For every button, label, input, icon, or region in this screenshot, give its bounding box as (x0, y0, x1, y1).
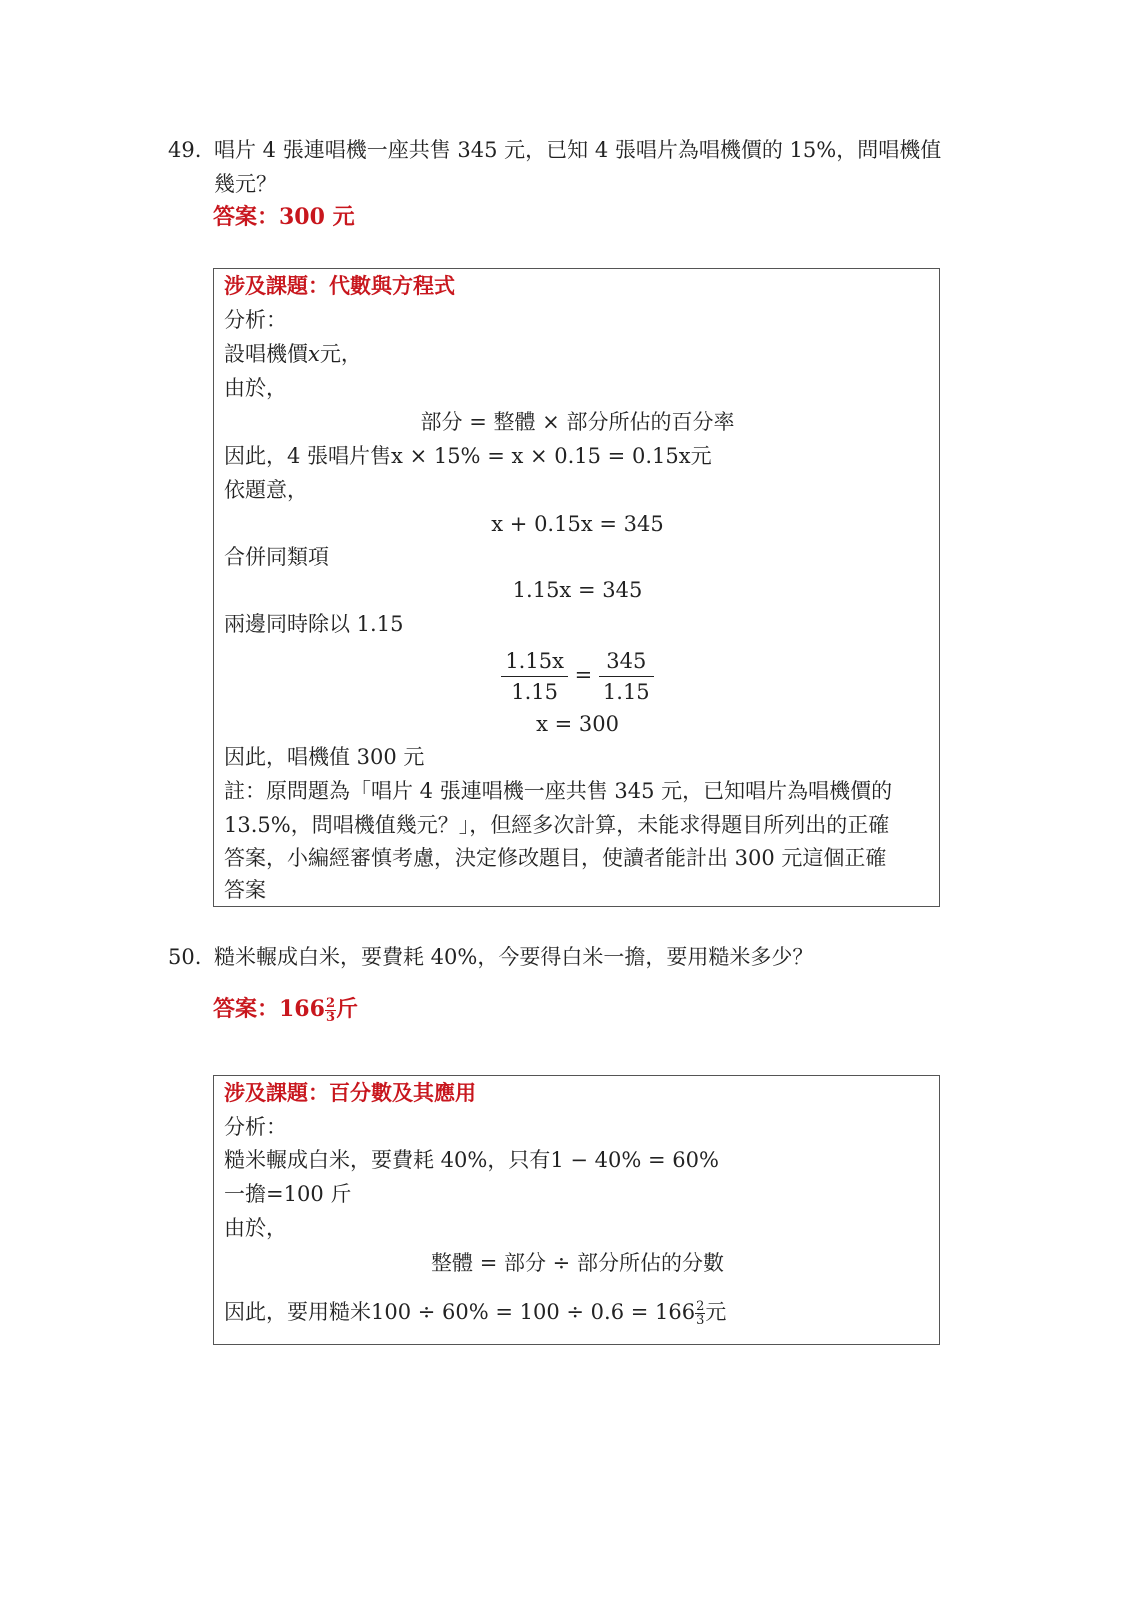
question-text: 唱片 4 張連唱機一座共售 345 元，已知 4 張唱片為唱機價的 15%，問唱機值幾元？ (214, 138, 942, 196)
question-50 (168, 940, 968, 974)
dan-definition: 一擔=100 斤 (224, 1182, 352, 1206)
question-49 (168, 133, 968, 203)
note-line-4: 答案 (224, 878, 266, 902)
answer-49: 答案：300 元 (213, 204, 355, 230)
result-statement: 因此，唱機值 300 元 (224, 745, 425, 769)
combine-label: 合併同類項 (224, 545, 329, 569)
analysis-label: 分析： (224, 308, 287, 332)
equation-2: 1.15x = 345 (512, 578, 643, 602)
question-number: 50. (168, 945, 202, 969)
fraction-right: $\frac{345}{1.15}$ (599, 646, 654, 707)
fraction-equation: $\frac{1.15x}{1.15}$ = $\frac{345}{1.15}$ (214, 643, 941, 707)
since-label: 由於， (224, 376, 287, 400)
according-label: 依題意， (224, 478, 308, 502)
since-label: 由於， (224, 1216, 287, 1240)
fraction-left: $\frac{1.15x}{1.15}$ (501, 646, 568, 707)
solution-box-50 (213, 1075, 940, 1345)
note-line-3: 答案，小編經審慎考慮，決定修改題目，使讀者能計出 300 元這個正確 (224, 846, 887, 870)
note-line-1: 註：原問題為「唱片 4 張連唱機一座共售 345 元，已知唱片為唱機價的 (224, 779, 893, 803)
question-text: 糙米輾成白米，要費耗 40%，今要得白米一擔，要用糙米多少？ (214, 945, 814, 969)
divide-label: 兩邊同時除以 1.15 (224, 612, 404, 636)
equation-result: x = 300 (536, 712, 619, 736)
answer-50: 答案：166 $\frac{2}{3}$ 斤 (213, 995, 358, 1025)
formula-equation: 部分 = 整體 × 部分所佔的百分率 (420, 410, 735, 434)
solution-box-49 (213, 268, 940, 907)
equation-1: x + 0.15x = 345 (491, 512, 664, 536)
analysis-label: 分析： (224, 1115, 287, 1139)
topic-heading: 涉及課題：百分數及其應用 (224, 1080, 476, 1105)
thus-statement: 因此，要用糙米100 ÷ 60% = 100 ÷ 0.6 = 166 $\frac{2}{3}$ 元 (224, 1299, 727, 1328)
let-statement: 設唱機價x元， (224, 342, 362, 366)
thus-statement: 因此，4 張唱片售x × 15% = x × 0.15 = 0.15x元 (224, 444, 712, 468)
question-number: 49. (168, 138, 202, 162)
topic-heading: 涉及課題：代數與方程式 (224, 273, 455, 298)
formula-equation: 整體 = 部分 ÷ 部分所佔的分數 (431, 1251, 724, 1275)
note-line-2: 13.5%，問唱機值幾元？」，但經多次計算，未能求得題目所列出的正確 (224, 813, 890, 837)
loss-statement: 糙米輾成白米，要費耗 40%，只有1 − 40% = 60% (224, 1148, 719, 1172)
